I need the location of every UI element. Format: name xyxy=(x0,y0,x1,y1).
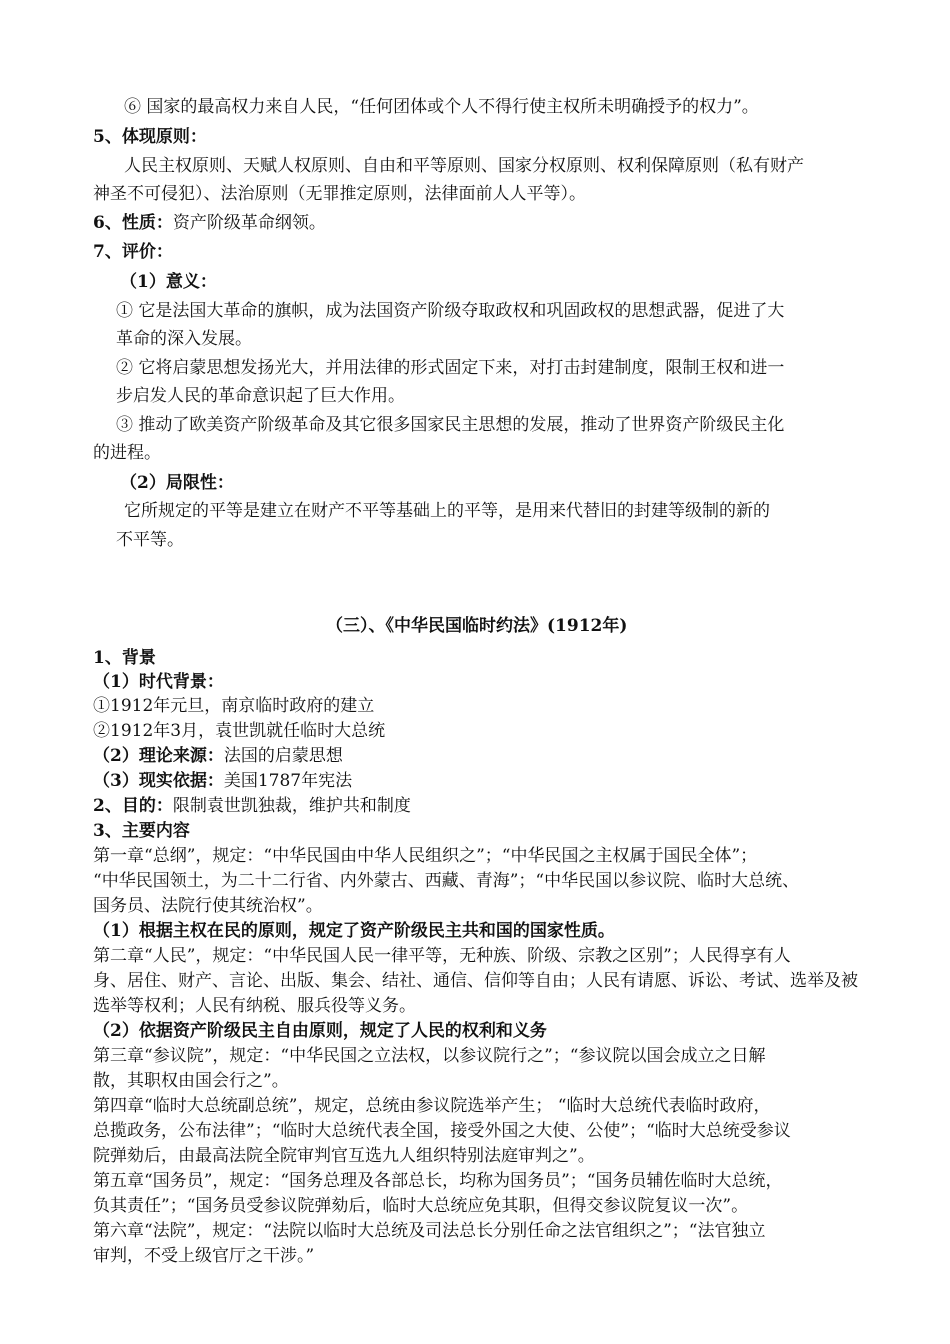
item-6: ⑥ 国家的最高权力来自人民，“任何团体或个人不得行使主权所未明确授予的权力”。 xyxy=(124,97,759,117)
chapter-1-line-1: 第一章“总纲”，规定：“中华民国由中华人民组织之”；“中华民国之主权属于国民全体”； xyxy=(93,846,758,866)
theory-source xyxy=(93,744,343,768)
heading-6-nature xyxy=(93,211,326,235)
significance-3-line-2: 的进程。 xyxy=(93,443,161,463)
limitation-label: （2）局限性： xyxy=(120,473,234,493)
heading-3-content: 3、主要内容 xyxy=(93,821,190,841)
significance-1-line-2: 革命的深入发展。 xyxy=(116,329,252,349)
era-item-2: ②1912年3月，袁世凯就任临时大总统 xyxy=(93,721,386,741)
chapter-6-line-1: 第六章“法院”，规定：“法院以临时大总统及司法总长分别任命之法官组织之”；“法官独立 xyxy=(93,1221,766,1241)
heading-1-background: 1、背景 xyxy=(93,648,156,668)
chapter-1-line-2: “中华民国领土，为二十二行省、内外蒙古、西藏、青海”；“中华民国以参议院、临时大总统、 xyxy=(93,871,800,891)
significance-2-line-2: 步启发人民的革命意识起了巨大作用。 xyxy=(116,386,405,406)
chapter-3-line-2: 散，其职权由国会行之”。 xyxy=(93,1071,289,1091)
chapter-4-line-3: 院弹劾后，由最高法院全院审判官互选九人组织特别法庭审判之”。 xyxy=(93,1146,595,1166)
significance-label: （1）意义： xyxy=(120,272,217,292)
chapter-6-line-2: 审判，不受上级官厅之干涉。” xyxy=(93,1246,315,1266)
section-title: （三）、《中华民国临时约法》(1912年) xyxy=(326,616,628,636)
era-background-label: （1）时代背景： xyxy=(93,672,224,692)
chapter-5-line-2: 负其责任”；“国务员受参议院弹劾后，临时大总统应免其职，但得交参议院复议一次”。 xyxy=(93,1196,749,1216)
point-1-bold: （1）根据主权在民的原则，规定了资产阶级民主共和国的国家性质。 xyxy=(93,921,615,941)
heading-6-text: 资产阶级革命纲领。 xyxy=(172,213,326,233)
practical-basis-label: （3）现实依据： xyxy=(93,771,224,791)
principles-line-2: 神圣不可侵犯）、法治原则（无罪推定原则，法律面前人人平等）。 xyxy=(93,184,586,204)
chapter-2-line-2: 身、居住、财产、言论、出版、集会、结社、通信、信仰等自由；人民有请愿、诉讼、考试、选举及被 xyxy=(93,971,858,991)
limitation-line-2: 不平等。 xyxy=(116,530,184,550)
practical-basis-text: 美国1787年宪法 xyxy=(223,771,353,791)
significance-2-line-1: ② 它将启蒙思想发扬光大，并用法律的形式固定下来，对打击封建制度，限制王权和进一 xyxy=(116,358,785,378)
heading-5-principles: 5、体现原则： xyxy=(93,127,207,147)
theory-source-text: 法国的启蒙思想 xyxy=(223,746,343,766)
significance-1-line-1: ① 它是法国大革命的旗帜，成为法国资产阶级夺取政权和巩固政权的思想武器，促进了大 xyxy=(116,301,785,321)
chapter-5-line-1: 第五章“国务员”，规定：“国务总理及各部总长，均称为国务员”；“国务员辅佐临时大总统， xyxy=(93,1171,783,1191)
heading-6-label: 6、性质： xyxy=(93,213,173,233)
chapter-2-line-1: 第二章“人民”，规定：“中华民国人民一律平等，无种族、阶级、宗教之区别”；人民得享有人 xyxy=(93,946,791,966)
heading-2-purpose xyxy=(93,794,411,818)
significance-3-line-1: ③ 推动了欧美资产阶级革命及其它很多国家民主思想的发展，推动了世界资产阶级民主化 xyxy=(116,415,785,435)
heading-7-evaluation: 7、评价： xyxy=(93,242,173,262)
chapter-3-line-1: 第三章“参议院”，规定：“中华民国之立法权，以参议院行之”；“参议院以国会成立之日解 xyxy=(93,1046,766,1066)
point-2-bold: （2）依据资产阶级民主自由原则，规定了人民的权利和义务 xyxy=(93,1021,547,1041)
era-item-1: ①1912年元旦，南京临时政府的建立 xyxy=(93,696,375,716)
heading-2-label: 2、目的： xyxy=(93,796,173,816)
principles-line-1: 人民主权原则、天赋人权原则、自由和平等原则、国家分权原则、权利保障原则（私有财产 xyxy=(124,156,804,176)
limitation-line-1: 它所规定的平等是建立在财产不平等基础上的平等，是用来代替旧的封建等级制的新的 xyxy=(124,501,770,521)
chapter-4-line-1: 第四章“临时大总统副总统”，规定，总统由参议院选举产生； “临时大总统代表临时政府， xyxy=(93,1096,771,1116)
practical-basis xyxy=(93,769,352,793)
chapter-2-line-3: 选举等权利；人民有纳税、服兵役等义务。 xyxy=(93,996,416,1016)
heading-2-text: 限制袁世凯独裁，维护共和制度 xyxy=(172,796,411,816)
chapter-1-line-3: 国务员、法院行使其统治权”。 xyxy=(93,896,323,916)
theory-source-label: （2）理论来源： xyxy=(93,746,224,766)
chapter-4-line-2: 总揽政务，公布法律”；“临时大总统代表全国，接受外国之大使、公使”；“临时大总统受参议 xyxy=(93,1121,791,1141)
